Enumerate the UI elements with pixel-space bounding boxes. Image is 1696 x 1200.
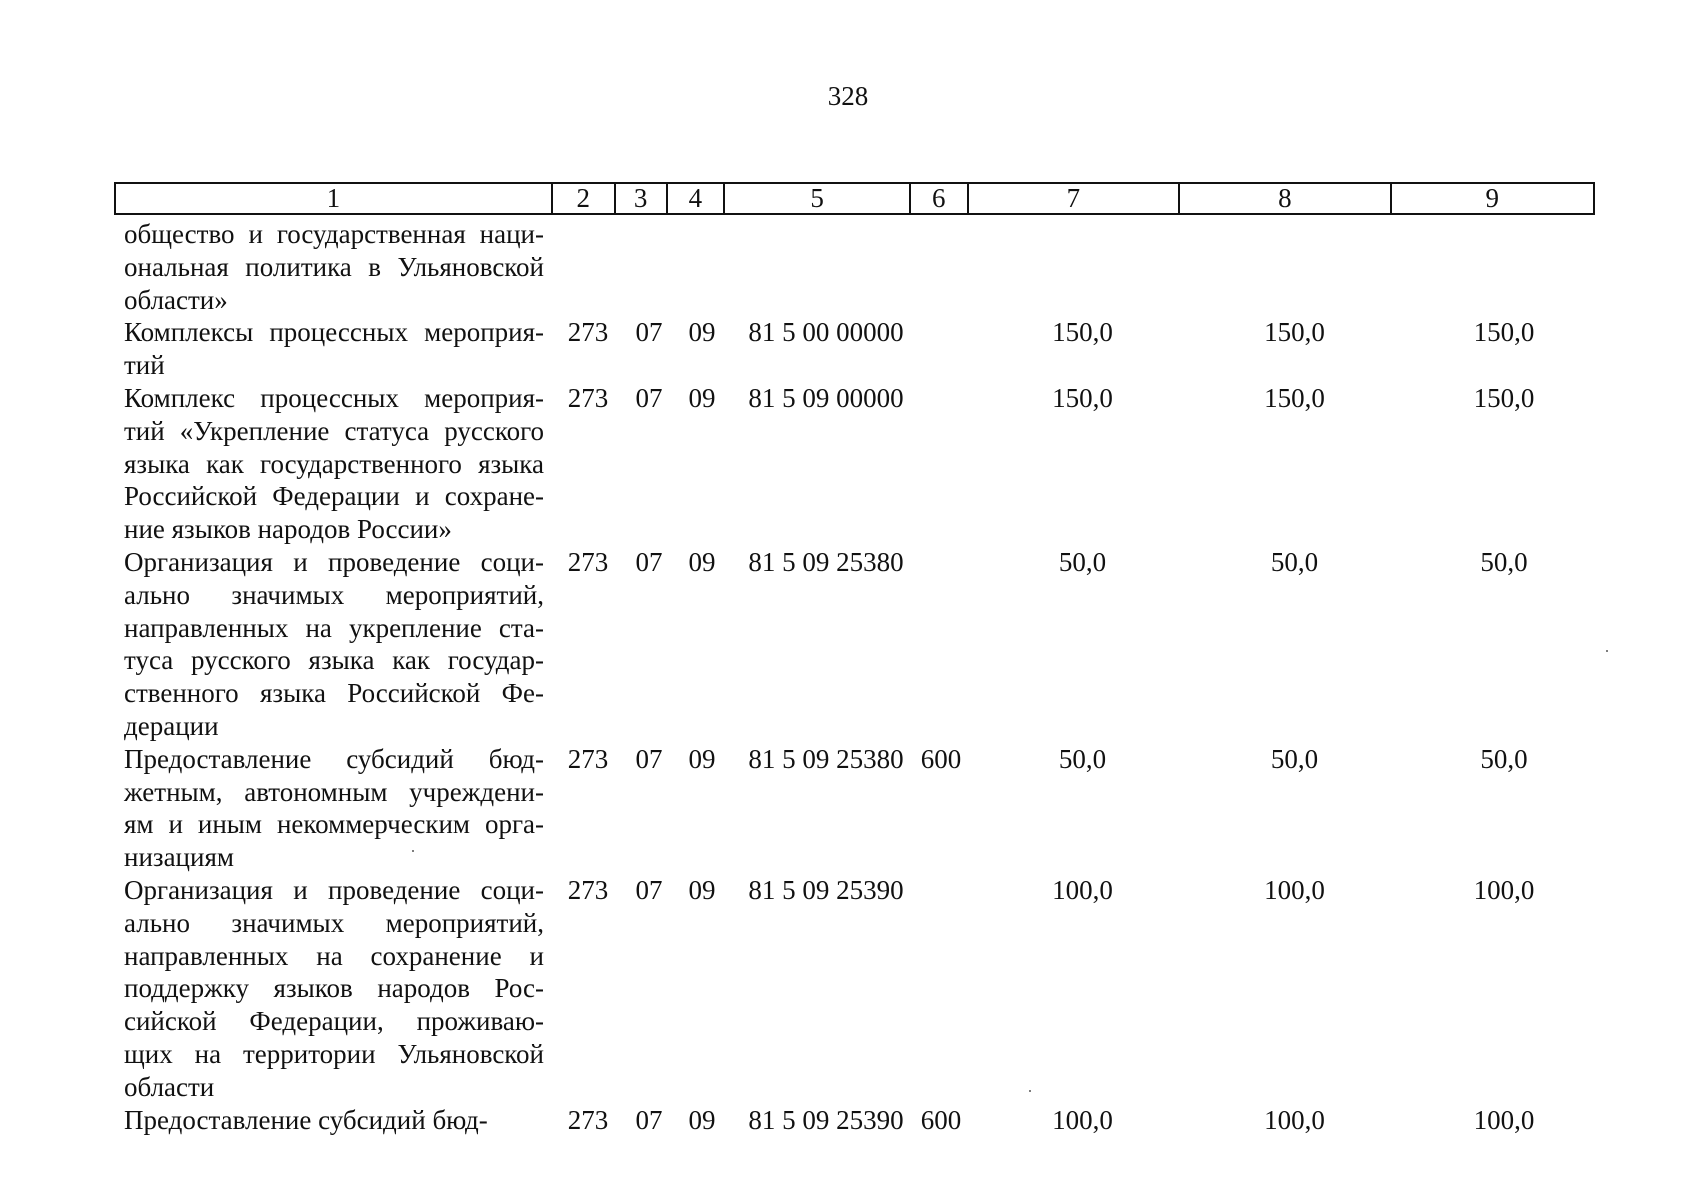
cell-col-8: 50,0 (1270, 546, 1319, 577)
header-col-5: 5 (725, 184, 911, 213)
scan-speck (412, 850, 414, 852)
table-row (124, 218, 1604, 316)
cell-col-9: 100,0 (1473, 874, 1535, 905)
header-col-7: 7 (969, 184, 1180, 213)
cell-col-2: 273 (567, 546, 609, 577)
row-description (124, 316, 544, 382)
description-line: тий (124, 350, 165, 381)
table-row (124, 546, 1604, 743)
cell-col-4: 09 (688, 317, 716, 348)
description-line: ально значимых мероприятий, (124, 907, 544, 938)
cell-col-7: 150,0 (1052, 317, 1113, 348)
table-row (124, 874, 1604, 1104)
description-line: ям и иным некоммерческим орга- (124, 809, 544, 840)
table-row (124, 743, 1604, 874)
cell-col-9: 150,0 (1473, 382, 1535, 413)
description-line: языка как государственного языка (124, 448, 544, 479)
cell-col-4: 09 (688, 1104, 716, 1135)
description-line: Комплексы процессных мероприя- (124, 317, 544, 348)
description-line: области (124, 1071, 215, 1102)
cell-col-5: 81 5 09 25390 (748, 874, 904, 905)
cell-col-9: 100,0 (1473, 1104, 1535, 1135)
description-line: тий «Укрепление статуса русского (124, 415, 544, 446)
table-header (114, 182, 1595, 215)
row-description (124, 546, 544, 743)
header-col-6: 6 (911, 184, 969, 213)
description-line: области» (124, 284, 228, 315)
description-line: направленных на укрепление ста- (124, 612, 544, 643)
cell-col-2: 273 (567, 1104, 609, 1135)
cell-col-4: 09 (688, 546, 716, 577)
cell-col-3: 07 (635, 874, 663, 905)
cell-col-4: 09 (688, 874, 716, 905)
cell-col-4: 09 (688, 382, 716, 413)
description-line: Организация и проведение соци- (124, 874, 544, 905)
description-line: ственного языка Российской Фе- (124, 678, 544, 709)
cell-col-3: 07 (635, 743, 663, 774)
description-line: дерации (124, 710, 219, 741)
description-line: Предоставление субсидий бюд- (124, 1104, 488, 1135)
cell-col-5: 81 5 09 25380 (748, 546, 904, 577)
cell-col-9: 150,0 (1473, 317, 1535, 348)
description-line: низациям (124, 842, 234, 873)
scan-speck (1029, 1090, 1031, 1092)
row-description (124, 874, 544, 1104)
cell-col-3: 07 (635, 382, 663, 413)
cell-col-5: 81 5 00 00000 (748, 317, 904, 348)
row-description (124, 218, 544, 316)
cell-col-7: 100,0 (1052, 1104, 1113, 1135)
description-line: Организация и проведение соци- (124, 546, 544, 577)
cell-col-7: 150,0 (1052, 382, 1113, 413)
description-line: ональная политика в Ульяновской (124, 251, 544, 282)
row-description (124, 382, 544, 546)
cell-col-2: 273 (567, 743, 609, 774)
row-description (124, 743, 544, 874)
cell-col-8: 150,0 (1264, 382, 1325, 413)
cell-col-8: 100,0 (1264, 874, 1325, 905)
description-line: сийской Федерации, проживаю- (124, 1006, 544, 1037)
scan-speck (1606, 650, 1608, 652)
description-line: Российской Федерации и сохране- (124, 481, 544, 512)
description-line: поддержку языков народов Рос- (124, 973, 544, 1004)
header-col-1: 1 (116, 184, 553, 213)
table-row (124, 382, 1604, 546)
cell-col-7: 50,0 (1058, 546, 1107, 577)
cell-col-3: 07 (635, 317, 663, 348)
cell-col-9: 50,0 (1480, 546, 1528, 577)
description-line: ально значимых мероприятий, (124, 579, 544, 610)
cell-col-6: 600 (920, 743, 962, 774)
row-description (124, 1104, 544, 1137)
table-body (124, 218, 1604, 1136)
cell-col-5: 81 5 09 25390 (748, 1104, 904, 1135)
cell-col-7: 50,0 (1058, 743, 1107, 774)
cell-col-4: 09 (688, 743, 716, 774)
description-line: общество и государственная наци- (124, 219, 544, 249)
header-col-4: 4 (668, 184, 726, 213)
cell-col-8: 50,0 (1270, 743, 1319, 774)
cell-col-2: 273 (567, 317, 609, 348)
description-line: ние языков народов России» (124, 514, 452, 545)
cell-col-7: 100,0 (1052, 874, 1113, 905)
description-line: Предоставление субсидий бюд- (124, 743, 544, 774)
cell-col-5: 81 5 09 25380 (748, 743, 904, 774)
cell-col-2: 273 (567, 382, 609, 413)
header-col-8: 8 (1180, 184, 1391, 213)
cell-col-5: 81 5 09 00000 (748, 382, 904, 413)
cell-col-3: 07 (635, 546, 663, 577)
header-col-3: 3 (616, 184, 668, 213)
header-col-2: 2 (553, 184, 616, 213)
description-line: Комплекс процессных мероприя- (124, 382, 544, 413)
cell-col-8: 100,0 (1264, 1104, 1325, 1135)
cell-col-2: 273 (567, 874, 609, 905)
description-line: жетным, автономным учреждени- (124, 776, 544, 807)
header-col-9: 9 (1485, 183, 1499, 213)
cell-col-6: 600 (920, 1104, 962, 1135)
page-number: 328 (827, 81, 869, 111)
description-line: щих на территории Ульяновской (124, 1038, 544, 1069)
description-line: туса русского языка как государ- (124, 645, 544, 676)
cell-col-3: 07 (635, 1104, 663, 1135)
table-row (124, 316, 1604, 382)
cell-col-9: 50,0 (1480, 743, 1528, 774)
description-line: направленных на сохранение и (124, 940, 544, 971)
cell-col-8: 150,0 (1264, 317, 1325, 348)
table-row (124, 1104, 1604, 1137)
